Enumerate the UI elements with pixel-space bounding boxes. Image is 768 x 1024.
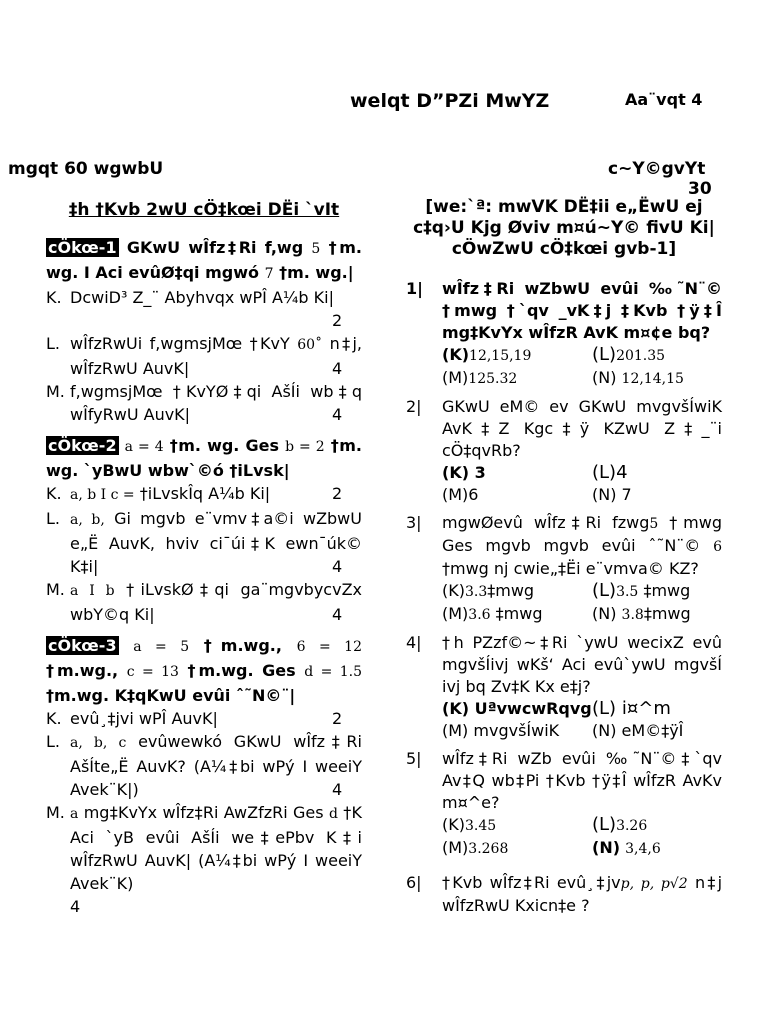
full-marks-value: 30 — [688, 179, 712, 199]
option[interactable]: (M) mvgvšÍwiK — [442, 721, 560, 740]
question-3-part-l: L. a, b, c evûwewkó GKwU wÎfz‡Ri AšÍte„Ë AuvK? (A¼‡bi wPý I weeiY Avek¨K|) 4 — [46, 732, 362, 799]
mcq-3-options — [406, 580, 722, 626]
option[interactable]: (L)3.5 ‡mwg — [592, 580, 691, 601]
option[interactable]: (N) 12,14,15 — [592, 368, 684, 387]
creative-section — [46, 198, 362, 918]
option[interactable]: (L)3.26 — [592, 814, 648, 835]
question-3-part-k: K. evû¸‡jvi wPÎ AuvK| 2 — [46, 709, 343, 728]
question-1-stem: cÖkœ-1 GKwU wÎfz‡Ri f,wg 5 †m. wg. I Aci evûØ‡qi mgwó 7 †m. wg.| — [46, 238, 363, 282]
question-3-part-m: M. a mg‡KvYx wÎfz‡Ri AwZfzRi Ges d †K Aci `yB evûi AšÍi we‡ePbv K‡i wÎfzRwU AuvK| (A¼‡bi wPý I weeiY Avek¨K) 4 — [46, 803, 362, 916]
question-2-tag: cÖkœ-2 — [48, 436, 117, 455]
option[interactable]: (N) 3.8‡mwg — [592, 604, 691, 623]
option[interactable]: (L)201.35 — [592, 344, 666, 365]
option[interactable]: (K)3.3‡mwg — [442, 581, 535, 600]
option[interactable]: (L) i¤^m — [592, 698, 671, 719]
mcq-3: 3| mgwØevû wÎfz‡Ri fzwg5 †mwg Ges mgvb mgvb evûi ˆ˜N¨© 6 †mwg nj cwie„‡Ëi e¨vmva© KZ? — [406, 513, 722, 578]
question-2-part-l: L. a, b, Gi mgvb e¨vmv‡a©i wZbwU e„Ë AuvK, hviv ci¯úi‡K ewn¯úk© K‡i| 4 — [46, 509, 362, 576]
question-2-part-k: K. a, b I c = †iLvskÎq A¼b Ki| 2 — [46, 484, 343, 503]
mcq-5-options — [406, 814, 722, 860]
question-1-tag: cÖkœ-1 — [48, 238, 117, 257]
option[interactable]: (K) UªvwcwRqvg — [442, 699, 592, 718]
option[interactable]: (M)3.6 ‡mwg — [442, 604, 543, 623]
mcq-4: 4| †h PZzf©~‡Ri `ywU wecixZ evû mgvšÍivj wKš‘ Aci evû`ywU mgvšÍ ivj bq Zv‡K Kx e‡j? — [406, 633, 722, 696]
question-1-part-m: M. f,wgmsjMœ †KvYØ‡qi AšÍi wb‡q wÎfyRwU AuvK| 4 — [46, 382, 362, 424]
question-1-part-l: L. wÎfzRwUi f,wgmsjMœ †KvY 60˚ n‡j, wÎfzRwU AuvK| 4 — [46, 334, 363, 378]
page-title: welqt D”PZi MwYZ — [350, 90, 550, 112]
option[interactable]: (M)6 — [442, 485, 479, 504]
option[interactable]: (K) 3 — [442, 463, 486, 482]
mcq-heading: [we:`ª: mwVK DË‡ii e„ËwU ej c‡q›U Kjg Øviv m¤ú~Y© fivU Ki| cÖwZwU cÖ‡kœi gvb-1] — [413, 197, 715, 259]
mcq-2: 2| GKwU eM© ev GKwU mvgvšÍwiK AvK‡Z Kgc‡ÿ KZwU Z‡_¨i cÖ‡qvRb? — [406, 397, 722, 460]
option[interactable]: (M)3.268 — [442, 838, 509, 857]
question-1-part-k: K. DcwiD³ Z_¨ Abyhvqx wPÎ A¼b Ki| 2 — [46, 288, 343, 330]
option[interactable]: (N) 7 — [592, 485, 632, 504]
paper-chapter: Aa¨vqt 4 — [625, 90, 703, 109]
mcq-1-options — [406, 344, 722, 390]
option[interactable]: (K)12,15,19 — [442, 345, 532, 364]
option[interactable]: (K)3.45 — [442, 815, 497, 834]
option[interactable]: (M)125.32 — [442, 368, 518, 387]
full-marks-label: c~Y©gvYt — [608, 159, 706, 179]
question-2-stem: cÖkœ-2 a = 4 †m. wg. Ges b = 2 †m. wg. `yBwU wbw`©ó †iLvsk| — [46, 436, 362, 480]
question-2-part-m: M. a I b †iLvskØ‡qi ga¨mgvbycvZx wbY©q Ki| 4 — [46, 580, 362, 624]
option[interactable]: (N) 3,4,6 — [592, 838, 661, 857]
option[interactable]: (N) eM©‡ÿÎ — [592, 721, 684, 740]
mcq-1: 1| wÎfz‡Ri wZbwU evûi ‰˜N¨© †mwg †`qv _vK‡j ‡Kvb †ÿ‡Î mg‡KvYx wÎfzR AvK m¤¢e bq? — [406, 279, 722, 342]
time-allowed: mgqt 60 wgwbU — [8, 159, 164, 179]
mcq-section — [406, 197, 722, 917]
mcq-6: 6| †Kvb wÎfz‡Ri evû¸‡jvp, p, p√2 n‡j wÎfzRwU Kxicn‡e ? — [406, 873, 723, 915]
question-3-stem: cÖkœ-3 a = 5 †m.wg., 6 = 12 †m.wg., c = 13 †m.wg. Ges d = 1.5 †m.wg. K‡qKwU evûi ˆ˜N©¨| — [46, 636, 363, 705]
option[interactable]: (L)4 — [592, 462, 628, 483]
question-3-tag: cÖkœ-3 — [48, 636, 117, 655]
creative-heading: ‡h †Kvb 2wU cÖ‡kœi DËi `vIt — [68, 200, 340, 220]
mcq-5: 5| wÎfz‡Ri wZb evûi ‰˜N¨©‡`qv Av‡Q wb‡Pi †Kvb †ÿ‡Î wÎfzR AvKv m¤^e? — [406, 749, 722, 812]
mcq-4-options — [406, 698, 722, 742]
mcq-2-options — [406, 462, 722, 506]
